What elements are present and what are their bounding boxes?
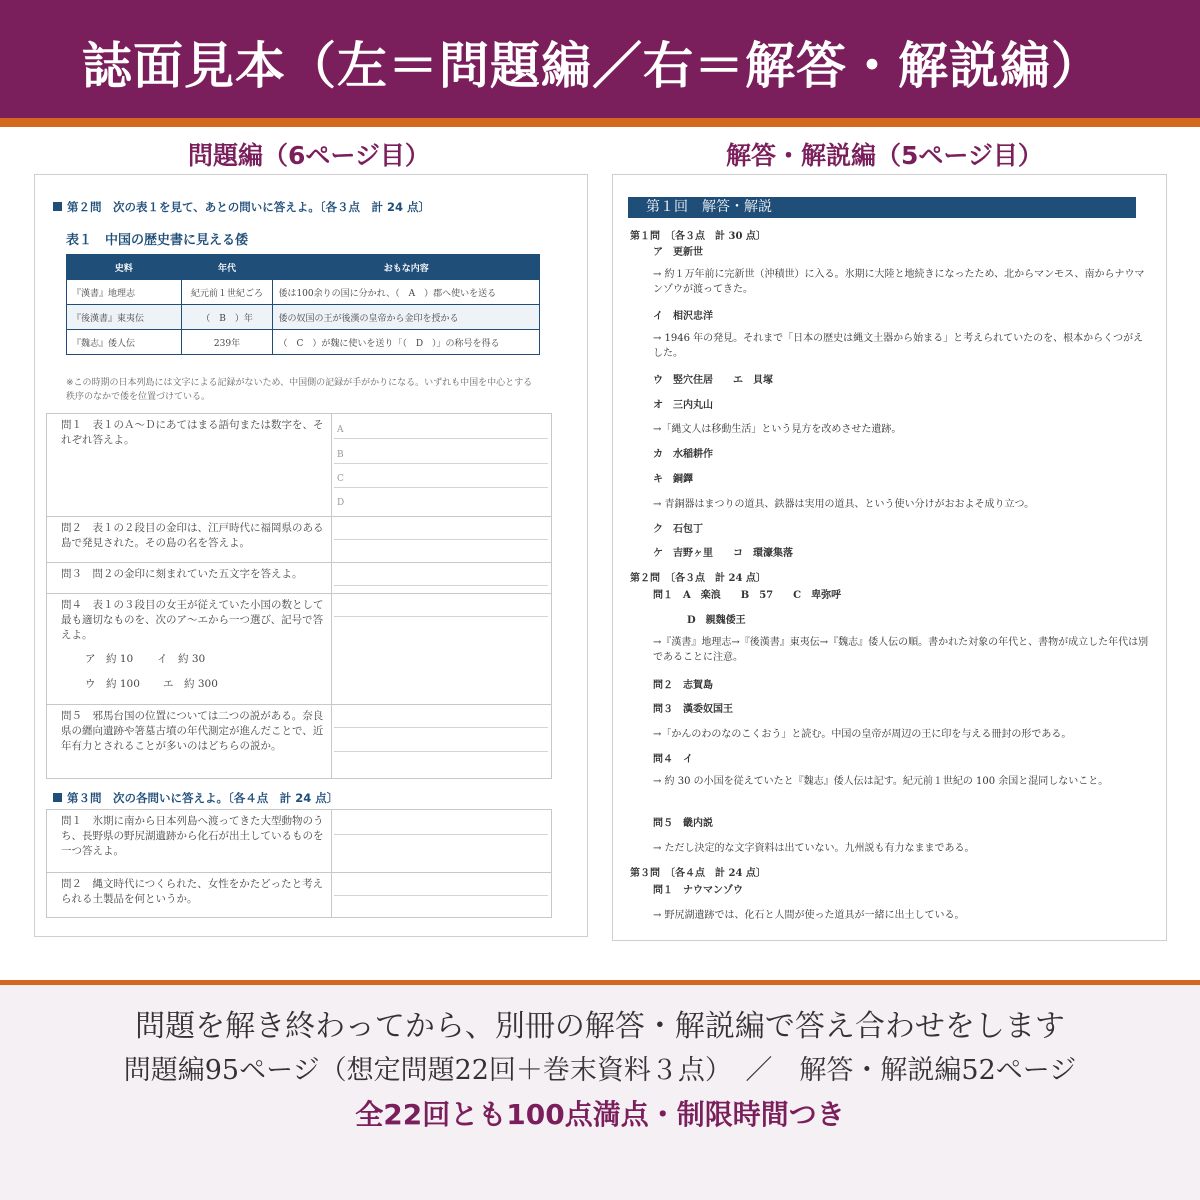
answer-line — [334, 438, 548, 439]
column-divider — [331, 414, 332, 516]
answer-line — [334, 616, 548, 617]
answer-label: D — [337, 498, 345, 508]
answer-item: 問２ 志賀島 — [653, 680, 713, 691]
column-divider — [331, 705, 332, 778]
question-3-grid — [46, 809, 552, 918]
page-title: 誌面見本（左＝問題編／右＝解答・解説編） — [82, 37, 1102, 95]
answer-line — [334, 487, 548, 488]
answer-line — [334, 751, 548, 752]
problem-page-sample — [34, 174, 588, 937]
option-e: エ 約 300 — [163, 678, 218, 690]
answer-title-bar: 第１回 解答・解説 — [628, 197, 1136, 218]
answer-label: B — [337, 450, 344, 460]
answer-explanation: → 約１万年前に完新世（沖積世）に入る。氷期に大陸と地続きになったため、北からマンモス、南からナウマンゾウが渡ってきた。 — [653, 269, 1145, 295]
table-header-row — [67, 255, 540, 280]
answer-item: D 親魏倭王 — [687, 615, 746, 626]
answer-line — [334, 463, 548, 464]
table-cell: 『後漢書』東夷伝 — [67, 305, 182, 330]
header-stripe — [0, 118, 1200, 127]
option-a: ア 約 10 — [85, 653, 134, 665]
table-cell: 『魏志』倭人伝 — [67, 330, 182, 355]
footer-description: 問題を解き終わってから、別冊の解答・解説編で答え合わせをします — [135, 1009, 1065, 1044]
answer-item: カ 水稲耕作 — [653, 449, 713, 460]
answer-section-heading: 第１問 〔各３点 計 30 点〕 — [630, 231, 766, 242]
answer-explanation: → 野尻湖遺跡では、化石と人間が使った道具が一緒に出土している。 — [653, 910, 965, 921]
question-2-title-text: 第２問 次の表１を見て、あとの問いに答えよ。〔各３点 計 24 点〕 — [67, 200, 431, 214]
answer-explanation: →『漢書』地理志→『後漢書』東夷伝→『魏志』倭人伝の順。書かれた対象の年代と、書物が成立した年代は別であることに注意。 — [653, 637, 1149, 663]
question-2-title — [53, 199, 430, 215]
table-cell: 紀元前１世紀ごろ — [181, 280, 273, 305]
table-row — [67, 305, 540, 330]
answer-label: A — [337, 425, 344, 435]
table-header-cell: 年代 — [181, 255, 273, 280]
table-row — [67, 330, 540, 355]
answer-line — [334, 585, 548, 586]
question-text: 問１ 表１のＡ～Ｄにあてはまる語句または数字を、それぞれ答えよ。 — [61, 419, 324, 446]
question-text: 問２ 縄文時代につくられた、女性をかたどったと考えられる土製品を何というか。 — [61, 878, 324, 905]
answer-item: ウ 竪穴住居 エ 貝塚 — [653, 375, 773, 386]
footer-highlight: 全22回とも100点満点・制限時間つき — [355, 1098, 845, 1131]
option-u: ウ 約 100 — [85, 678, 140, 690]
question-row — [47, 810, 551, 872]
footer-page-counts: 問題編95ページ（想定問題22回＋巻末資料３点） ／ 解答・解説編52ページ — [123, 1055, 1077, 1086]
answer-explanation: → 青銅器はまつりの道具、鉄器は実用の道具、という使い分けがおおよそ成り立つ。 — [653, 499, 1035, 510]
question-text: 問４ 表１の３段目の女王が従えていた小国の数として最も適切なものを、次のア～エから一つ選び、記号で答えよ。 — [61, 599, 324, 641]
question-row — [47, 704, 551, 778]
option-i: イ 約 30 — [157, 653, 206, 665]
answer-item: 問３ 漢委奴国王 — [653, 704, 733, 715]
answer-explanation: →「かんのわのなのこくおう」と読む。中国の皇帝が周辺の王に印を与える冊封の形である。 — [653, 729, 1072, 740]
question-row — [47, 516, 551, 562]
answer-item: イ 相沢忠洋 — [653, 311, 713, 322]
table-cell: 倭の奴国の王が後漢の皇帝から金印を授かる — [273, 305, 540, 330]
answer-item: 問１ A 楽浪 B 57 C 卑弥呼 — [653, 590, 842, 601]
table-cell: 239年 — [181, 330, 273, 355]
answer-section-heading: 第３問 〔各４点 計 24 点〕 — [630, 868, 766, 879]
header-banner — [0, 0, 1200, 118]
answer-explanation: → 1946 年の発見。それまで「日本の歴史は縄文土器から始まる」と考えられていたのを、根本からくつがえした。 — [653, 333, 1144, 359]
table-caption: 表１ 中国の歴史書に見える倭 — [66, 233, 249, 248]
column-divider — [331, 594, 332, 704]
question-row — [47, 593, 551, 704]
answer-item: キ 銅鐸 — [653, 474, 693, 485]
answer-item: 問４ イ — [653, 754, 693, 765]
table-cell: （ C ）が魏に使いを送り「（ D ）」の称号を得る — [273, 330, 540, 355]
column-divider — [331, 810, 332, 872]
history-table — [66, 254, 540, 355]
question-2-grid — [46, 413, 552, 779]
answer-item: 問１ ナウマンゾウ — [653, 885, 743, 896]
answer-item: 問５ 畿内説 — [653, 818, 713, 829]
question-row — [47, 872, 551, 917]
answer-item: ケ 吉野ヶ里 コ 環濠集落 — [653, 548, 793, 559]
answer-item: ア 更新世 — [653, 247, 703, 258]
table-cell: 倭は100余りの国に分かれ、（ A ）郡へ使いを送る — [273, 280, 540, 305]
answer-explanation: → ただし決定的な文字資料は出ていない。九州説も有力なままである。 — [653, 843, 975, 854]
column-divider — [331, 873, 332, 917]
table-header-cell: 史料 — [67, 255, 182, 280]
question-text: 問１ 氷期に南から日本列島へ渡ってきた大型動物のうち、長野県の野尻湖遺跡から化石が出土しているものを一つ答えよ。 — [61, 815, 324, 857]
table-cell: 『漢書』地理志 — [67, 280, 182, 305]
question-text: 問３ 問２の金印に刻まれていた五文字を答えよ。 — [61, 568, 303, 580]
answer-line — [334, 539, 548, 540]
question-text: 問２ 表１の２段目の金印は、江戸時代に福岡県のある島で発見された。その島の名を答えよ。 — [61, 522, 324, 549]
column-divider — [331, 563, 332, 593]
table-header-cell: おもな内容 — [273, 255, 540, 280]
question-3-title — [53, 790, 338, 806]
question-row — [47, 414, 551, 516]
table-note: ※この時期の日本列島には文字による記録がないため、中国側の記録が手がかりになる。いずれも中国を中心とする秩序のなかで倭を位置づけている。 — [66, 378, 533, 402]
answer-line — [334, 727, 548, 728]
answer-item: ク 石包丁 — [653, 524, 703, 535]
answer-explanation: →「縄文人は移動生活」という見方を改めさせた遺跡。 — [653, 424, 902, 435]
question-text: 問５ 邪馬台国の位置については二つの説がある。奈良県の纒向遺跡や箸墓古墳の年代測定が進んだことで、近年有力とされることが多いのはどちらの説か。 — [61, 710, 324, 752]
answer-line — [334, 834, 548, 835]
answer-explanation: → 約 30 の小国を従えていたと『魏志』倭人伝は記す。紀元前１世紀の 100 余国と混同しないこと。 — [653, 776, 1109, 787]
answer-line — [334, 895, 548, 896]
square-bullet-icon — [53, 793, 62, 802]
question-row — [47, 562, 551, 593]
table-row — [67, 280, 540, 305]
answer-label: C — [337, 474, 344, 484]
question-3-title-text: 第３問 次の各問いに答えよ。〔各４点 計 24 点〕 — [67, 791, 339, 805]
column-divider — [331, 517, 332, 562]
answer-item: オ 三内丸山 — [653, 400, 713, 411]
table-cell: （ B ）年 — [181, 305, 273, 330]
left-panel-heading: 問題編（6ページ目） — [188, 141, 430, 170]
footer-stripe — [0, 980, 1200, 985]
answer-page-sample — [612, 174, 1167, 941]
answer-section-heading: 第２問 〔各３点 計 24 点〕 — [630, 573, 766, 584]
right-panel-heading: 解答・解説編（5ページ目） — [726, 141, 1043, 170]
square-bullet-icon — [53, 202, 62, 211]
